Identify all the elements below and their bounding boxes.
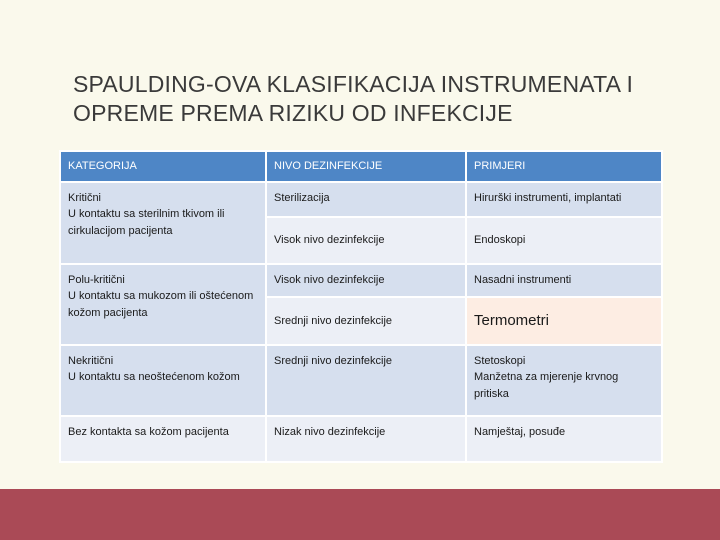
- example-cell: Endoskopi: [466, 217, 662, 264]
- title-line-2: OPREME PREMA RIZIKU OD INFEKCIJE: [73, 100, 513, 126]
- level-cell: Visok nivo dezinfekcije: [266, 217, 466, 264]
- header-primjeri: PRIMJERI: [466, 151, 662, 182]
- table-row: [60, 264, 662, 297]
- table-row: [60, 345, 662, 416]
- footer-bar: [0, 489, 720, 540]
- example-cell: Nasadni instrumenti: [466, 264, 662, 297]
- classification-table: [59, 150, 663, 463]
- table-row: [60, 416, 662, 462]
- table-row: [60, 182, 662, 217]
- header-nivo-dezinfekcije: NIVO DEZINFEKCIJE: [266, 151, 466, 182]
- category-description: U kontaktu sa sterilnim tkivom ili cirkulacijom pacijenta: [68, 208, 225, 237]
- title-line-1: SPAULDING-OVA KLASIFIKACIJA INSTRUMENATA I: [73, 71, 634, 97]
- example-cell: Namještaj, posuđe: [466, 416, 662, 462]
- level-cell: Sterilizacija: [266, 182, 466, 217]
- level-cell: Srednji nivo dezinfekcije: [266, 297, 466, 345]
- category-cell-polukriticni: [60, 264, 266, 345]
- category-cell-nekriticni: [60, 345, 266, 416]
- example-cell: [466, 345, 662, 416]
- category-title: Kritični: [68, 191, 102, 204]
- example-cell: Hirurški instrumenti, implantati: [466, 182, 662, 217]
- category-description: U kontaktu sa mukozom ili oštećenom kožom pacijenta: [68, 290, 254, 319]
- example-line: Manžetna za mjerenje krvnog pritiska: [474, 371, 619, 400]
- category-description: U kontaktu sa neoštećenom kožom: [68, 371, 240, 383]
- table-header-row: [60, 151, 662, 182]
- example-cell-highlighted: Termometri: [466, 297, 662, 345]
- level-cell: Visok nivo dezinfekcije: [266, 264, 466, 297]
- category-cell-kriticni: [60, 182, 266, 264]
- category-title: Polu-kritični: [68, 273, 125, 286]
- page-title: [73, 70, 673, 128]
- example-line: Stetoskopi: [474, 354, 526, 367]
- level-cell: Nizak nivo dezinfekcije: [266, 416, 466, 462]
- category-title: Nekritični: [68, 354, 114, 367]
- header-kategorija: KATEGORIJA: [60, 151, 266, 182]
- level-cell: Srednji nivo dezinfekcije: [266, 345, 466, 416]
- category-cell-bez-kontakta: Bez kontakta sa kožom pacijenta: [60, 416, 266, 462]
